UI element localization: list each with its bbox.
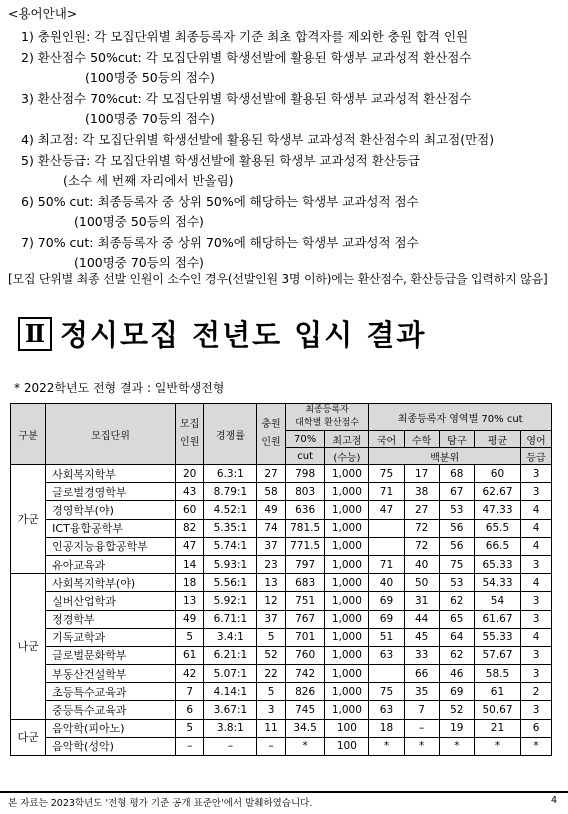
data-cell: 100 [325, 737, 369, 755]
data-cell: 47.33 [474, 501, 520, 519]
data-cell: 771.5 [285, 537, 325, 555]
header-avg: 평균 [474, 431, 520, 448]
data-cell: 56 [439, 519, 474, 537]
header-math: 수학 [404, 431, 439, 448]
data-cell: 75 [369, 465, 404, 483]
glossary-sub-6: (100명중 50등의 점수) [74, 214, 204, 229]
unit-name-cell: 글로벌경영학부 [46, 483, 176, 501]
data-cell: 82 [175, 519, 204, 537]
data-cell: 42 [175, 665, 204, 683]
data-cell: 5.92:1 [204, 592, 257, 610]
table-row [11, 592, 552, 610]
data-cell: 51 [369, 628, 404, 646]
data-cell: 6.71:1 [204, 610, 257, 628]
data-cell: 3.8:1 [204, 719, 257, 737]
data-cell: * [369, 737, 404, 755]
data-cell: * [439, 737, 474, 755]
table-row [11, 574, 552, 592]
section-title: 정시모집 전년도 입시 결과 [60, 318, 427, 352]
header-inq: 탐구 [439, 431, 474, 448]
data-cell: 34.5 [285, 719, 325, 737]
data-cell: 47 [369, 501, 404, 519]
data-cell: 767 [285, 610, 325, 628]
data-cell: 1,000 [325, 555, 369, 573]
data-cell: 3 [521, 646, 552, 664]
data-cell: 44 [404, 610, 439, 628]
data-cell: 65.5 [474, 519, 520, 537]
footer-note: 본 자료는 2023학년도 '전형 평가 기준 공개 표준안'에서 발췌하였습니다. [8, 798, 313, 809]
glossary-item-6: 6) 50% cut: 최종등록자 중 상위 50%에 해당하는 학생부 교과성적 점수 [21, 194, 419, 209]
unit-name-cell: 초등특수교육과 [46, 683, 176, 701]
data-cell: 52 [439, 701, 474, 719]
table-row [11, 665, 552, 683]
group-cell: 다군 [11, 719, 46, 755]
header-group: 구분 [11, 404, 46, 465]
data-cell: 19 [439, 719, 474, 737]
table-row [11, 628, 552, 646]
data-cell: 1,000 [325, 465, 369, 483]
data-cell: 49 [175, 610, 204, 628]
data-cell: 69 [369, 592, 404, 610]
data-cell: 1,000 [325, 537, 369, 555]
header-extra: 충원 인원 [257, 404, 286, 465]
data-cell: 13 [175, 592, 204, 610]
data-cell [369, 519, 404, 537]
data-cell: 69 [439, 683, 474, 701]
data-cell: – [257, 737, 286, 755]
data-cell: 66.5 [474, 537, 520, 555]
data-cell: 67 [439, 483, 474, 501]
data-cell: 6 [175, 701, 204, 719]
data-cell: 4 [521, 501, 552, 519]
data-cell: 18 [369, 719, 404, 737]
data-cell: 75 [439, 555, 474, 573]
data-cell: 18 [175, 574, 204, 592]
header-cut70-sub: cut [285, 448, 325, 465]
table-row [11, 683, 552, 701]
data-cell: 683 [285, 574, 325, 592]
unit-name-cell: 실버산업학과 [46, 592, 176, 610]
data-cell: – [404, 719, 439, 737]
data-cell: 636 [285, 501, 325, 519]
data-cell: 5.56:1 [204, 574, 257, 592]
data-cell: 50 [404, 574, 439, 592]
data-cell: * [474, 737, 520, 755]
group-cell: 나군 [11, 574, 46, 720]
data-cell: 65 [439, 610, 474, 628]
glossary-item-5: 5) 환산등급: 각 모집단위별 학생선발에 활용된 학생부 교과성적 환산등급 [21, 153, 421, 168]
data-cell: 7 [175, 683, 204, 701]
unit-name-cell: 경영학부(야) [46, 501, 176, 519]
data-cell: 71 [369, 483, 404, 501]
glossary-sub-5: (소수 세 번째 자리에서 반올림) [63, 173, 234, 188]
header-ratio: 경쟁률 [204, 404, 257, 465]
group-cell: 가군 [11, 465, 46, 574]
page-number: 4 [551, 795, 558, 806]
data-cell: 62 [439, 592, 474, 610]
data-cell: 745 [285, 701, 325, 719]
data-cell: 1,000 [325, 592, 369, 610]
table-row [11, 537, 552, 555]
data-cell: 58.5 [474, 665, 520, 683]
data-cell: * [404, 737, 439, 755]
footer-rule [0, 791, 568, 793]
header-percentile: 백분위 [369, 448, 521, 465]
unit-name-cell: 부동산건설학부 [46, 665, 176, 683]
data-cell: 4 [521, 574, 552, 592]
data-cell: 8.79:1 [204, 483, 257, 501]
data-cell: 14 [175, 555, 204, 573]
unit-name-cell: 기독교학과 [46, 628, 176, 646]
data-cell: 100 [325, 719, 369, 737]
data-cell: 4.14:1 [204, 683, 257, 701]
data-cell: 53 [439, 501, 474, 519]
header-eng-sub: 등급 [521, 448, 552, 465]
unit-name-cell: 음악학(피아노) [46, 719, 176, 737]
data-cell: 3 [257, 701, 286, 719]
data-cell: 3.4:1 [204, 628, 257, 646]
data-cell: 46 [439, 665, 474, 683]
data-cell [369, 537, 404, 555]
data-cell: 760 [285, 646, 325, 664]
data-cell: 68 [439, 465, 474, 483]
unit-name-cell: 음악학(성악) [46, 737, 176, 755]
data-cell: 1,000 [325, 701, 369, 719]
data-cell: 742 [285, 665, 325, 683]
data-cell: 798 [285, 465, 325, 483]
data-cell: 701 [285, 628, 325, 646]
data-cell: 62 [439, 646, 474, 664]
data-cell: 1,000 [325, 683, 369, 701]
data-cell: 1,000 [325, 501, 369, 519]
data-cell: 803 [285, 483, 325, 501]
header-cut70: 70% [285, 431, 325, 448]
data-cell: 60 [175, 501, 204, 519]
table-row [11, 610, 552, 628]
data-cell: 71 [369, 555, 404, 573]
data-cell: 4 [521, 628, 552, 646]
data-cell: 826 [285, 683, 325, 701]
data-cell: 52 [257, 646, 286, 664]
data-cell: 31 [404, 592, 439, 610]
data-cell: 1,000 [325, 646, 369, 664]
data-cell: 1,000 [325, 483, 369, 501]
data-cell: 3 [521, 555, 552, 573]
glossary-item-7: 7) 70% cut: 최종등록자 중 상위 70%에 해당하는 학생부 교과성적 점수 [21, 235, 419, 250]
glossary-item-4: 4) 최고점: 각 모집단위별 학생선발에 활용된 학생부 교과성적 환산점수의 최고점(만점) [21, 132, 495, 147]
data-cell: 33 [404, 646, 439, 664]
data-cell: 4.52:1 [204, 501, 257, 519]
table-row [11, 501, 552, 519]
data-cell: 781.5 [285, 519, 325, 537]
notice: [모집 단위별 최종 선발 인원이 소수인 경우(선발인원 3명 이하)에는 환산점수, 환산등급을 입력하지 않음] [8, 272, 548, 286]
data-cell: – [204, 737, 257, 755]
data-cell: 797 [285, 555, 325, 573]
data-cell: 54 [474, 592, 520, 610]
data-cell: 72 [404, 537, 439, 555]
data-cell: 63 [369, 646, 404, 664]
header-kor: 국어 [369, 431, 404, 448]
data-cell: 3 [521, 592, 552, 610]
data-cell: 22 [257, 665, 286, 683]
data-cell: 40 [404, 555, 439, 573]
results-table [10, 403, 552, 756]
data-cell: 5.07:1 [204, 665, 257, 683]
data-cell: 37 [257, 537, 286, 555]
data-cell: 4 [521, 537, 552, 555]
glossary-item-3: 3) 환산점수 70%cut: 각 모집단위별 학생선발에 활용된 학생부 교과성적 환산점수 [21, 91, 472, 106]
unit-name-cell: ICT융합공학부 [46, 519, 176, 537]
data-cell: 66 [404, 665, 439, 683]
table-row [11, 646, 552, 664]
data-cell: 74 [257, 519, 286, 537]
data-cell: 6.3:1 [204, 465, 257, 483]
header-quota: 모집 인원 [175, 404, 204, 465]
data-cell: 3 [521, 665, 552, 683]
data-cell: 5 [175, 628, 204, 646]
data-cell: 50.67 [474, 701, 520, 719]
data-cell: * [521, 737, 552, 755]
data-cell: 1,000 [325, 665, 369, 683]
data-cell: 53 [439, 574, 474, 592]
unit-name-cell: 사회복지학부(야) [46, 574, 176, 592]
glossary-item-2: 2) 환산점수 50%cut: 각 모집단위별 학생선발에 활용된 학생부 교과성적 환산점수 [21, 50, 472, 65]
header-area-cut: 최종등록자 영역별 70% cut [369, 404, 552, 431]
data-cell: 49 [257, 501, 286, 519]
data-cell: 47 [175, 537, 204, 555]
data-cell: 40 [369, 574, 404, 592]
data-cell: 56 [439, 537, 474, 555]
data-cell: 37 [257, 610, 286, 628]
roman-numeral-badge: Ⅱ [18, 317, 52, 351]
header-unit: 모집단위 [46, 404, 176, 465]
header-max: 최고점 [325, 431, 369, 448]
glossary-sub-3: (100명중 70등의 점수) [85, 111, 215, 126]
data-cell: 61 [175, 646, 204, 664]
glossary-sub-7: (100명중 70등의 점수) [74, 255, 204, 270]
data-cell: 1,000 [325, 574, 369, 592]
data-cell: 5 [257, 683, 286, 701]
data-cell: 5.74:1 [204, 537, 257, 555]
data-cell: 23 [257, 555, 286, 573]
data-cell: 1,000 [325, 628, 369, 646]
data-cell: 72 [404, 519, 439, 537]
glossary-item-1: 1) 충원인원: 각 모집단위별 최종등록자 기준 최초 합격자를 제외한 충원 합격 인원 [21, 29, 469, 44]
data-cell: 45 [404, 628, 439, 646]
table-row [11, 483, 552, 501]
header-max-sub: (수능) [325, 448, 369, 465]
data-cell [369, 665, 404, 683]
table-row [11, 719, 552, 737]
section-heading [18, 313, 426, 354]
data-cell: 62.67 [474, 483, 520, 501]
data-cell: 21 [474, 719, 520, 737]
data-cell: 3 [521, 465, 552, 483]
header-final-reg: 최종등록자 대학별 환산점수 [285, 404, 369, 431]
unit-name-cell: 글로벌문화학부 [46, 646, 176, 664]
data-cell: 63 [369, 701, 404, 719]
glossary-title: <용어안내> [8, 6, 78, 21]
data-cell: 38 [404, 483, 439, 501]
data-cell: 65.33 [474, 555, 520, 573]
results-table-body [11, 465, 552, 756]
data-cell: 27 [404, 501, 439, 519]
data-cell: 17 [404, 465, 439, 483]
data-cell: 3.67:1 [204, 701, 257, 719]
unit-name-cell: 사회복지학부 [46, 465, 176, 483]
data-cell: 5.35:1 [204, 519, 257, 537]
data-cell: 3 [521, 483, 552, 501]
table-row [11, 737, 552, 755]
data-cell: 61.67 [474, 610, 520, 628]
data-cell: * [285, 737, 325, 755]
data-cell: 4 [521, 519, 552, 537]
data-cell: 60 [474, 465, 520, 483]
data-cell: 69 [369, 610, 404, 628]
glossary-sub-2: (100명중 50등의 점수) [85, 70, 215, 85]
data-cell: 11 [257, 719, 286, 737]
data-cell: 1,000 [325, 610, 369, 628]
data-cell: 13 [257, 574, 286, 592]
table-row [11, 465, 552, 483]
data-cell: 27 [257, 465, 286, 483]
data-cell: 3 [521, 610, 552, 628]
data-cell: 35 [404, 683, 439, 701]
unit-name-cell: 인공지능융합공학부 [46, 537, 176, 555]
unit-name-cell: 유아교육과 [46, 555, 176, 573]
data-cell: 2 [521, 683, 552, 701]
table-row [11, 555, 552, 573]
unit-name-cell: 정경학부 [46, 610, 176, 628]
unit-name-cell: 중등특수교육과 [46, 701, 176, 719]
data-cell: 55.33 [474, 628, 520, 646]
data-cell: 43 [175, 483, 204, 501]
data-cell: 7 [404, 701, 439, 719]
table-caption: * 2022학년도 전형 결과 : 일반학생전형 [14, 381, 225, 395]
data-cell: 5 [257, 628, 286, 646]
table-row [11, 519, 552, 537]
data-cell: 5.93:1 [204, 555, 257, 573]
data-cell: 20 [175, 465, 204, 483]
data-cell: 64 [439, 628, 474, 646]
data-cell: – [175, 737, 204, 755]
data-cell: 12 [257, 592, 286, 610]
data-cell: 54.33 [474, 574, 520, 592]
data-cell: 75 [369, 683, 404, 701]
table-row [11, 701, 552, 719]
data-cell: 751 [285, 592, 325, 610]
data-cell: 61 [474, 683, 520, 701]
data-cell: 5 [175, 719, 204, 737]
data-cell: 6 [521, 719, 552, 737]
data-cell: 3 [521, 701, 552, 719]
header-eng: 영어 [521, 431, 552, 448]
data-cell: 57.67 [474, 646, 520, 664]
data-cell: 1,000 [325, 519, 369, 537]
data-cell: 6.21:1 [204, 646, 257, 664]
data-cell: 58 [257, 483, 286, 501]
